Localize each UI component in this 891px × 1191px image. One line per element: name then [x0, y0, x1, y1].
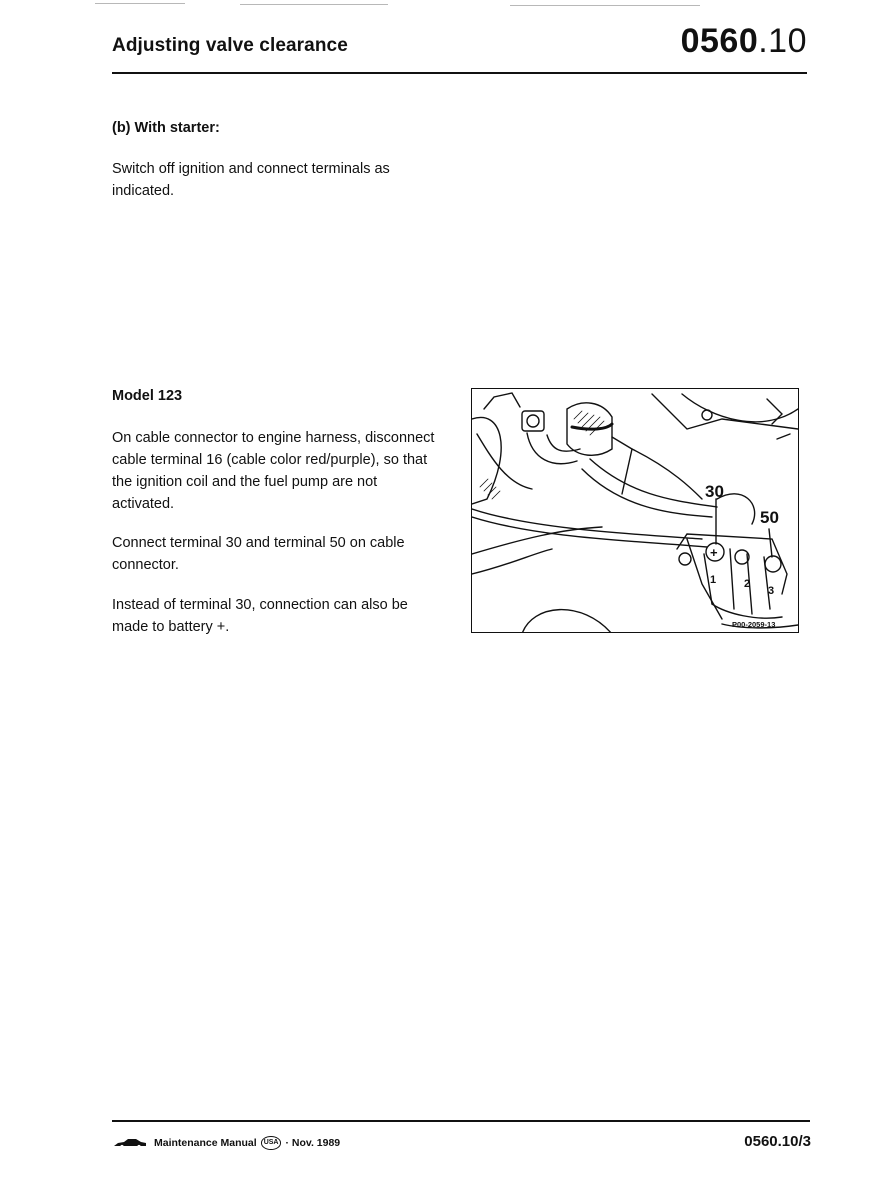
leader-line-50: [769, 529, 772, 557]
instruction-paragraph: Instead of terminal 30, connection can also be made to battery +.: [112, 597, 408, 635]
cable-outline: [590, 459, 717, 507]
region-badge: USA: [261, 1136, 282, 1150]
engine-housing-outline: [484, 393, 520, 409]
footer-date: · Nov. 1989: [285, 1137, 341, 1149]
instruction-paragraph: Connect terminal 30 and terminal 50 on cable connector.: [112, 535, 405, 573]
model-heading: Model 123: [112, 388, 183, 404]
terminal-50-label: 50: [760, 508, 779, 527]
figure-reference-code: P00-2059-13: [732, 620, 776, 629]
cable-connector-block: [712, 604, 782, 618]
terminal-cap: [679, 553, 691, 565]
terminal-50-cap: [765, 556, 781, 572]
engine-housing-outline: [472, 417, 501, 504]
footer-manual-info: [114, 1136, 340, 1150]
car-logo-icon: [114, 1138, 146, 1148]
with-starter-text: Switch off ignition and connect terminals as indicated.: [112, 161, 390, 199]
scan-artifact: [240, 4, 388, 5]
footer-divider: [112, 1120, 810, 1122]
page-title: Adjusting valve clearance: [112, 35, 348, 56]
with-starter-heading: (b) With starter:: [112, 120, 220, 136]
engine-housing-outline: [472, 509, 702, 539]
engine-housing-outline: [472, 517, 707, 547]
bolt-icon: [522, 411, 544, 431]
bracket-outline: [682, 394, 798, 422]
engine-housing-outline: [522, 610, 612, 632]
bracket-outline: [652, 394, 798, 429]
section-number-major: 0560: [680, 22, 759, 60]
instruction-paragraph: On cable connector to engine harness, disconnect cable terminal 16 (cable color red/purple), so that the ignition coil and the fuel pump are not activated.: [112, 430, 435, 512]
terminal-30-label: 30: [705, 482, 724, 501]
bracket-outline: [777, 434, 790, 439]
plus-terminal-label: +: [710, 545, 718, 560]
pin-1-label: 1: [710, 574, 717, 586]
screw-icon: [702, 410, 712, 420]
engine-housing-outline: [472, 549, 552, 574]
hose-outline: [547, 435, 580, 451]
hose-outline: [527, 433, 577, 464]
bolt-icon: [527, 415, 539, 427]
page-number: 0560.10/3: [744, 1133, 811, 1150]
pin-3-label: 3: [768, 585, 775, 597]
footer-manual-label: Maintenance Manual: [154, 1137, 257, 1149]
pin-2-label: 2: [744, 578, 751, 590]
section-number-minor: .10: [758, 22, 807, 60]
header-divider: [112, 72, 807, 74]
engine-housing-outline: [477, 434, 532, 489]
scan-artifact: [95, 3, 185, 4]
scan-artifact: [510, 5, 700, 6]
section-number: [681, 22, 807, 61]
engine-connector-illustration: [471, 388, 799, 633]
